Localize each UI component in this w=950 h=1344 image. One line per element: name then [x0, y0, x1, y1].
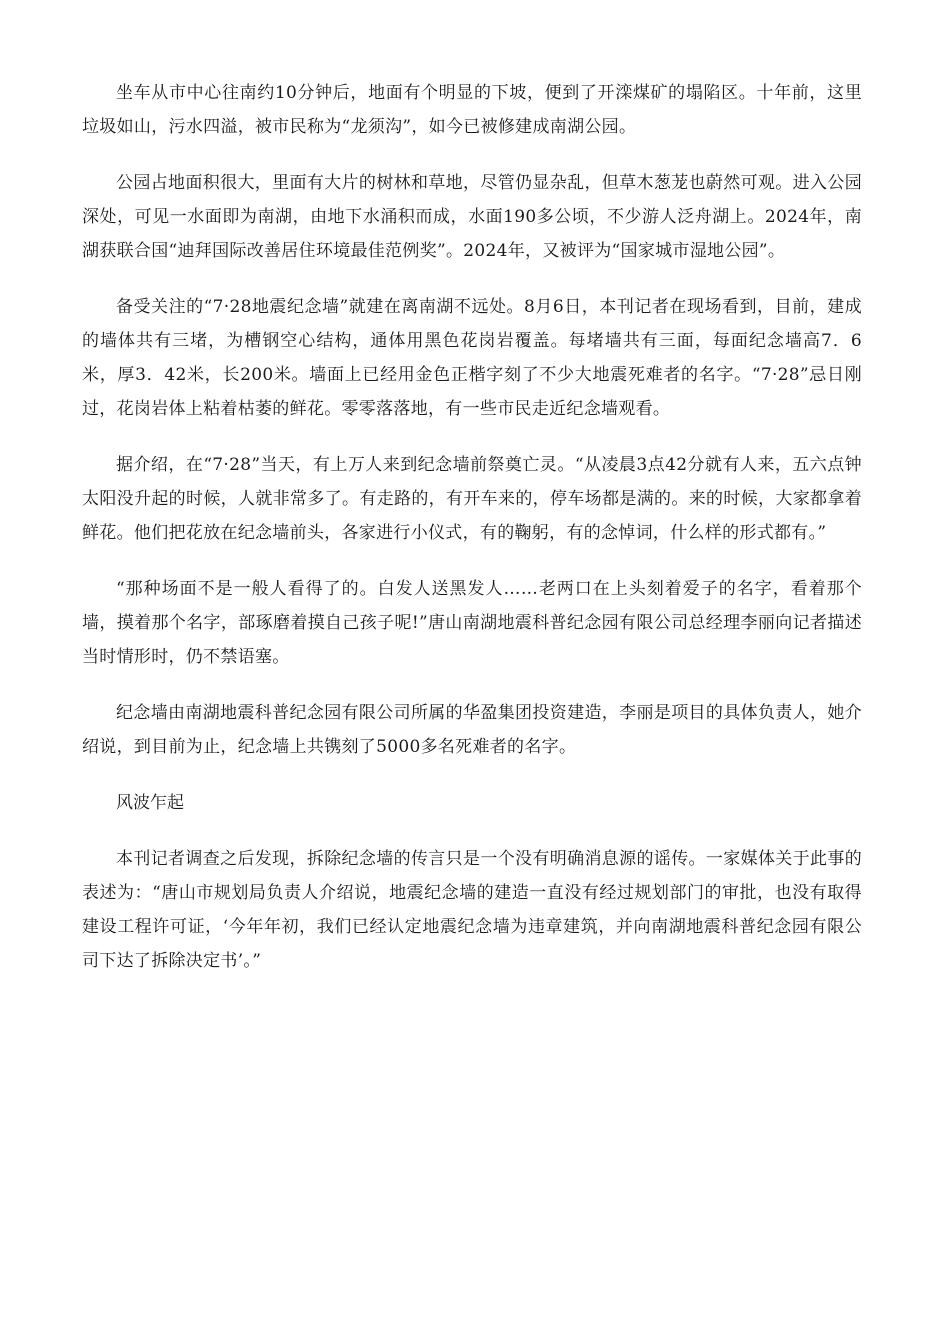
paragraph-4: 据介绍，在“7·28”当天，有上万人来到纪念墙前祭奠亡灵。“从凌晨3点42分就有人来，五六点钟太阳没升起的时候，人就非常多了。有走路的，有开车来的，停车场都是满的。来的时候，大家都拿着鲜花。他们把花放在纪念墙前头，各家进行小仪式，有的鞠躬，有的念悼词，什么样的形式都有。”	[82, 455, 862, 543]
document-body	[82, 76, 862, 1000]
paragraph-5: “那种场面不是一般人看得了的。白发人送黑发人……老两口在上头刻着爱子的名字，看着那个墙，摸着那个名字，部琢磨着摸自己孩子呢!”唐山南湖地震科普纪念园有限公司总经理李丽向记者描述当时情形时，仍不禁语塞。	[82, 579, 862, 667]
paragraph-3: 备受关注的“7·28地震纪念墙”就建在离南湖不远处。8月6日，本刊记者在现场看到，目前，建成的墙体共有三堵，为槽钢空心结构，通体用黑色花岗岩覆盖。每堵墙共有三面，每面纪念墙高7．6米，厚3．42米，长200米。墙面上已经用金色正楷字刻了不少大地震死难者的名字。“7·28”忌日刚过，花岗岩体上粘着枯萎的鲜花。零零落落地，有一些市民走近纪念墙观看。	[82, 297, 862, 419]
paragraph-7: 本刊记者调查之后发现，拆除纪念墙的传言只是一个没有明确消息源的谣传。一家媒体关于此事的表述为：“唐山市规划局负责人介绍说，地震纪念墙的建造一直没有经过规划部门的审批，也没有取得建设工程许可证，‘今年年初，我们已经认定地震纪念墙为违章建筑，并向南湖地震科普纪念园有限公司下达了拆除决定书’。”	[82, 849, 862, 971]
section-heading: 风波乍起	[116, 793, 184, 813]
paragraph-2: 公园占地面积很大，里面有大片的树林和草地，尽管仍显杂乱，但草木葱茏也蔚然可观。进入公园深处，可见一水面即为南湖，由地下水涌积而成，水面190多公顷，不少游人泛舟湖上。2024年，南湖获联合国“迪拜国际改善居住环境最佳范例奖”。2024年，又被评为“国家城市湿地公园”。	[82, 173, 862, 261]
paragraph-1: 坐车从市中心往南约10分钟后，地面有个明显的下坡，便到了开滦煤矿的塌陷区。十年前，这里垃圾如山，污水四溢，被市民称为“龙须沟”，如今已被修建成南湖公园。	[82, 83, 862, 137]
paragraph-6: 纪念墙由南湖地震科普纪念园有限公司所属的华盈集团投资建造，李丽是项目的具体负责人，她介绍说，到目前为止，纪念墙上共镌刻了5000多名死难者的名字。	[82, 703, 862, 757]
